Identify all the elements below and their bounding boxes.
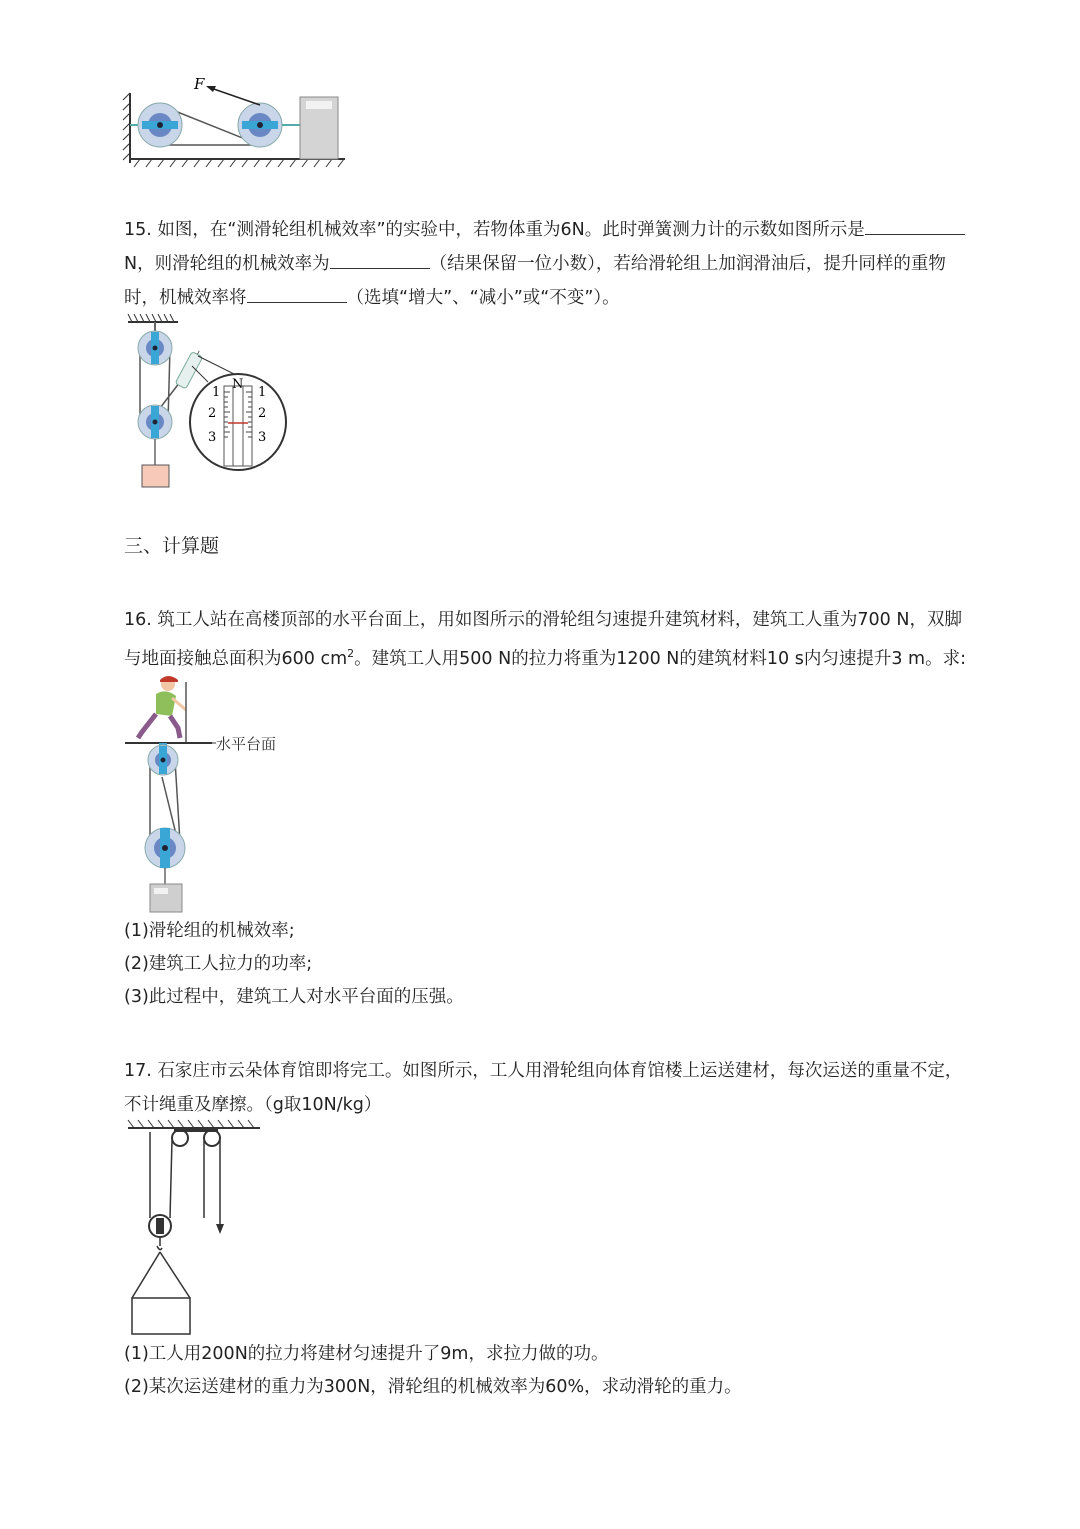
scale-tick-left-2: 2 [208,406,217,421]
scale-tick-right-1: 1 [258,385,267,400]
q16-sub3: (3)此过程中，建筑工人对水平台面的压强。 [124,987,464,1007]
q17-sub1: (1)工人用200N的拉力将建材匀速提升了9m，求拉力做的功。 [124,1344,609,1364]
q16-sub1: (1)滑轮组的机械效率; [124,921,295,941]
q15-line1: 15. 如图，在“测滑轮组机械效率”的实验中，若物体重为6N。此时弹簧测力计的示数如图所示是 [124,216,965,241]
answer-blank-2[interactable] [330,250,430,269]
q15-line2: N，则滑轮组的机械效率为 （结果保留一位小数），若给滑轮组上加润滑油后，提升同样的重物 [124,250,946,275]
answer-blank-1[interactable] [865,216,965,235]
q16-line1: 16. 筑工人站在高楼顶部的水平台面上，用如图所示的滑轮组匀速提升建筑材料，建筑工人重为700 N，双脚 [124,610,962,630]
answer-blank-3[interactable] [247,284,347,303]
q17-sub2: (2)某次运送建材的重力为300N，滑轮组的机械效率为60%，求动滑轮的重力。 [124,1377,742,1397]
force-label: F [194,75,205,93]
worker-pulley-figure [120,672,300,917]
ceiling-pulley-figure [124,1118,264,1338]
q16-line2: 与地面接触总面积为600 $cm^2$。建筑工人用500 N的拉力将重为1200 N的建筑材料10 s内匀速提升3 m。求: [124,647,966,669]
scale-tick-right-2: 2 [258,406,267,421]
q15-line3: 时，机械效率将 （选填“增大”、“减小”或“不变”）。 [124,284,620,309]
section-title: 三、计算题 [124,535,220,557]
scale-tick-left-1: 1 [212,385,221,400]
scale-unit: N [232,377,244,392]
q17-line2: 不计绳重及摩擦。（g取10N/kg） [124,1095,382,1115]
q17-line1: 17. 石家庄市云朵体育馆即将完工。如图所示，工人用滑轮组向体育馆楼上运送建材，每次运送的重量不定， [124,1061,963,1081]
scale-tick-left-3: 3 [208,430,217,445]
scale-tick-right-3: 3 [258,430,267,445]
q16-sub2: (2)建筑工人拉力的功率; [124,954,313,974]
platform-label: 水平台面 [216,735,277,753]
horizontal-pulley-figure [120,75,350,170]
pulley-spring-scale-figure [120,310,300,495]
